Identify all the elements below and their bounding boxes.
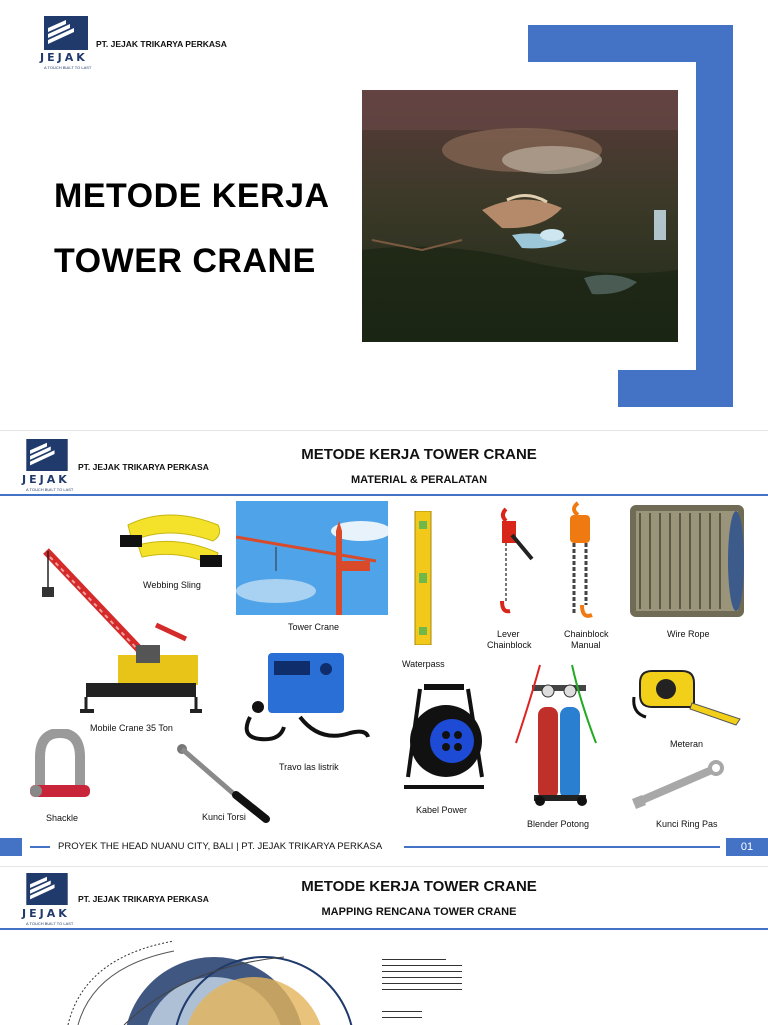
slide-subtitle: MAPPING RENCANA TOWER CRANE xyxy=(321,906,517,918)
slide-title: METODE KERJA TOWER CRANE xyxy=(301,878,537,895)
chainblock-manual-icon xyxy=(560,501,600,623)
cable-reel-icon xyxy=(400,677,488,797)
label-waterpass: Waterpass xyxy=(402,659,445,669)
chainblock-manual-image xyxy=(560,501,600,628)
aerial-site-photo xyxy=(362,90,678,342)
waterpass-icon xyxy=(413,511,433,645)
label-mobile-crane: Mobile Crane 35 Ton xyxy=(90,723,173,733)
label-lever-chainblock-1: Lever xyxy=(497,629,520,639)
tape-measure-icon xyxy=(632,667,742,729)
decor-frame-right xyxy=(696,25,733,407)
logo-tagline: A TOUCH BUILT TO LAST xyxy=(26,487,74,492)
company-name: PT. JEJAK TRIKARYA PERKASA xyxy=(78,462,209,472)
footer-left-marker xyxy=(0,838,22,856)
mobile-crane-icon xyxy=(36,545,202,717)
decor-frame-bottom xyxy=(618,370,733,407)
logo-word: JEJAK xyxy=(40,51,88,64)
lever-chainblock-icon xyxy=(492,505,536,617)
page-number: 01 xyxy=(726,838,768,856)
label-kunci-ring-pas: Kunci Ring Pas xyxy=(656,819,718,829)
label-blender-potong: Blender Potong xyxy=(527,819,590,829)
footer-text: PROYEK THE HEAD NUANU CITY, BALI | PT. JEJAK TRIKARYA PERKASA xyxy=(58,841,383,852)
mobile-crane-image xyxy=(36,545,202,722)
logo-tagline: A TOUCH BUILT TO LAST xyxy=(26,921,74,926)
label-chainblock-manual-2: Manual xyxy=(571,640,601,650)
wire-rope-image xyxy=(630,505,744,622)
label-wire-rope: Wire Rope xyxy=(667,629,710,639)
torque-wrench-icon xyxy=(176,743,272,823)
tape-measure-image xyxy=(632,667,742,734)
company-logo xyxy=(40,16,96,68)
shackle-icon xyxy=(26,729,92,809)
company-name: PT. JEJAK TRIKARYA PERKASA xyxy=(78,894,209,904)
welding-machine-image xyxy=(240,647,370,752)
logo-tagline: A TOUCH BUILT TO LAST xyxy=(44,65,92,70)
header-divider xyxy=(0,928,768,930)
label-lever-chainblock-2: Chainblock xyxy=(487,640,532,650)
title-line-2: TOWER CRANE xyxy=(54,242,316,280)
label-meteran: Meteran xyxy=(670,739,704,749)
logo-word: JEJAK xyxy=(22,907,70,920)
label-shackle: Shackle xyxy=(46,813,79,823)
tower-crane-image xyxy=(236,501,388,615)
lever-chainblock-image xyxy=(492,505,536,622)
jejak-logo-icon xyxy=(44,16,88,50)
combination-wrench-image xyxy=(626,759,726,818)
label-chainblock-manual-1: Chainblock xyxy=(564,629,609,639)
welding-machine-icon xyxy=(240,647,370,747)
shackle-image xyxy=(26,729,92,814)
mapping-slide xyxy=(0,866,768,1025)
label-webbing-sling: Webbing Sling xyxy=(143,580,201,590)
cutting-torch-icon xyxy=(510,661,602,811)
logo-word: JEJAK xyxy=(22,473,70,486)
tower-crane-icon xyxy=(236,501,388,615)
cutting-torch-image xyxy=(510,661,602,816)
equipment-slide xyxy=(0,430,768,863)
wire-rope-icon xyxy=(630,505,744,617)
slide-title: METODE KERJA TOWER CRANE xyxy=(301,446,537,463)
site-plan-image xyxy=(64,937,474,1025)
label-travo-las: Travo las listrik xyxy=(279,762,339,772)
waterpass-image xyxy=(413,511,433,650)
title-slide xyxy=(0,0,768,425)
footer-line-right xyxy=(404,846,720,848)
header-divider xyxy=(0,494,768,496)
label-tower-crane: Tower Crane xyxy=(288,622,340,632)
title-line-1: METODE KERJA xyxy=(54,177,330,215)
site-mapping-drawing xyxy=(64,937,474,1025)
label-kunci-torsi: Kunci Torsi xyxy=(202,812,246,822)
aerial-site-image xyxy=(362,90,678,342)
slide-subtitle: MATERIAL & PERALATAN xyxy=(350,474,488,486)
cable-reel-image xyxy=(400,677,488,802)
company-name: PT. JEJAK TRIKARYA PERKASA xyxy=(96,39,227,49)
combination-wrench-icon xyxy=(626,759,726,813)
footer-line-left xyxy=(30,846,50,848)
label-kabel-power: Kabel Power xyxy=(416,805,468,815)
